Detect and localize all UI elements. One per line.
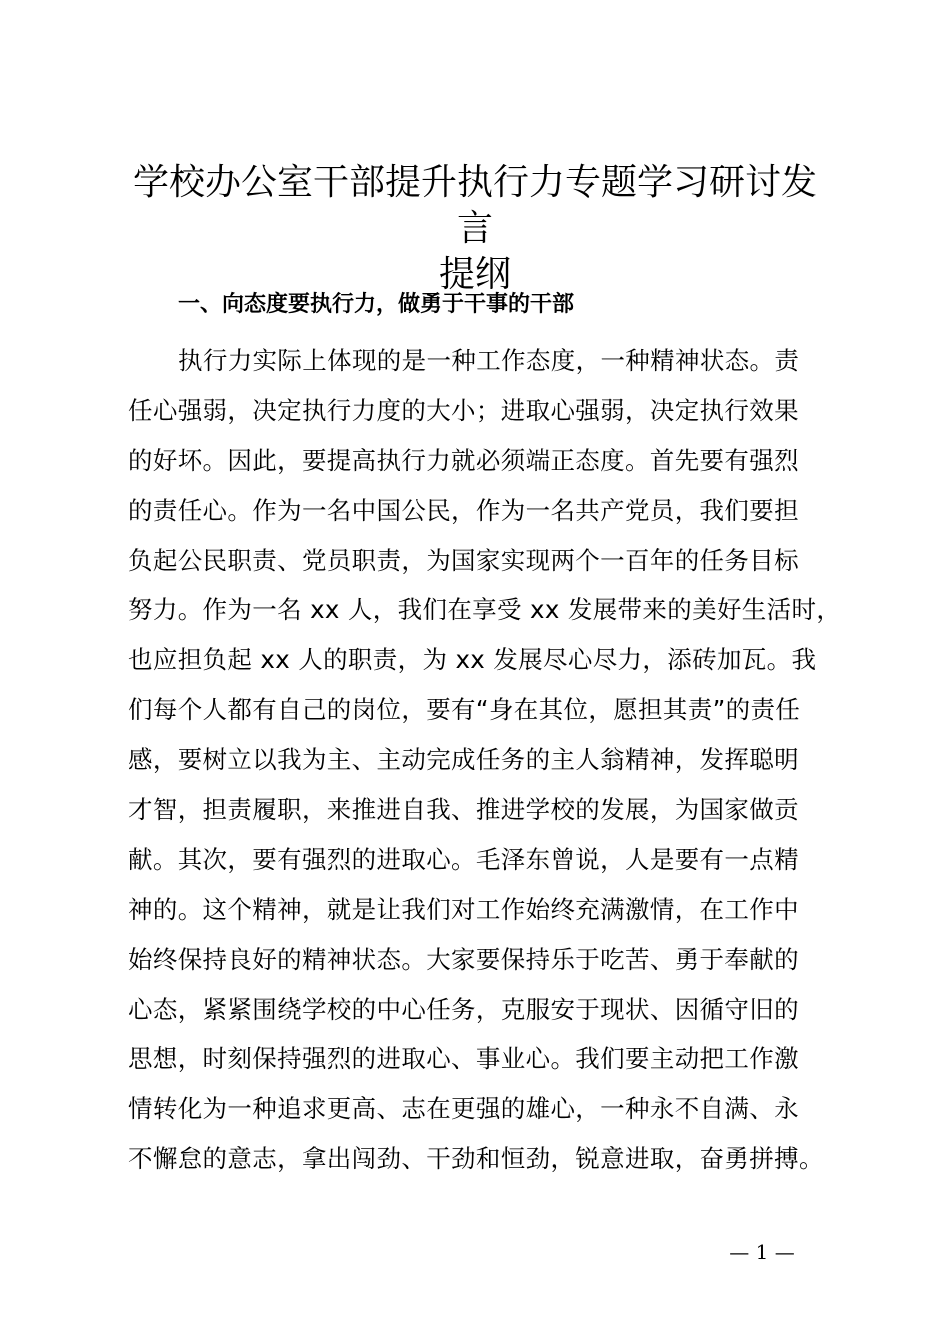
body-line: 也应担负起 xx 人的职责，为 xx 发展尽心尽力，添砖加瓦。我 (128, 645, 817, 675)
section-heading: 一、向态度要执行力，做勇于干事的干部 (178, 292, 575, 317)
body-line: 执行力实际上体现的是一种工作态度，一种精神状态。责 (178, 346, 800, 375)
body-line: 感，要树立以我为主、主动完成任务的主人翁精神，发挥聪明 (128, 745, 799, 775)
body-line: 献。其次，要有强烈的进取心。毛泽东曾说，人是要有一点精 (128, 844, 799, 874)
body-line: 的责任心。作为一名中国公民，作为一名共产党员，我们要担 (128, 495, 799, 525)
body-line: 情转化为一种追求更高、志在更强的雄心，一种永不自满、永 (128, 1094, 799, 1124)
title-line-1: 学校办公室干部提升执行力专题学习研讨发言 (132, 162, 817, 249)
title-line-2: 提纲 (438, 254, 511, 295)
body-line: 们每个人都有自己的岗位，要有“身在其位，愿担其责”的责任 (128, 695, 801, 725)
page-number: — 1 — (729, 1240, 795, 1264)
document-title (120, 160, 830, 298)
body-paragraph (128, 336, 850, 1184)
body-line: 的好坏。因此，要提高执行力就必须端正态度。首先要有强烈 (128, 445, 799, 475)
body-line: 神的。这个精神，就是让我们对工作始终充满激情，在工作中 (128, 894, 799, 924)
body-line: 始终保持良好的精神状态。大家要保持乐于吃苦、勇于奉献的 (128, 944, 799, 974)
body-line: 心态，紧紧围绕学校的中心任务，克服安于现状、因循守旧的 (128, 994, 799, 1024)
body-line: 才智，担责履职，来推进自我、推进学校的发展，为国家做贡 (128, 795, 799, 825)
body-line: 负起公民职责、党员职责，为国家实现两个一百年的任务目标 (128, 545, 799, 575)
body-line: 不懈怠的意志，拿出闯劲、干劲和恒劲，锐意进取，奋勇拼搏。 (128, 1144, 824, 1174)
body-line: 努力。作为一名 xx 人，我们在享受 xx 发展带来的美好生活时， (128, 595, 842, 625)
body-line: 思想，时刻保持强烈的进取心、事业心。我们要主动把工作激 (128, 1044, 799, 1074)
body-line: 任心强弱，决定执行力度的大小；进取心强弱，决定执行效果 (128, 395, 799, 425)
